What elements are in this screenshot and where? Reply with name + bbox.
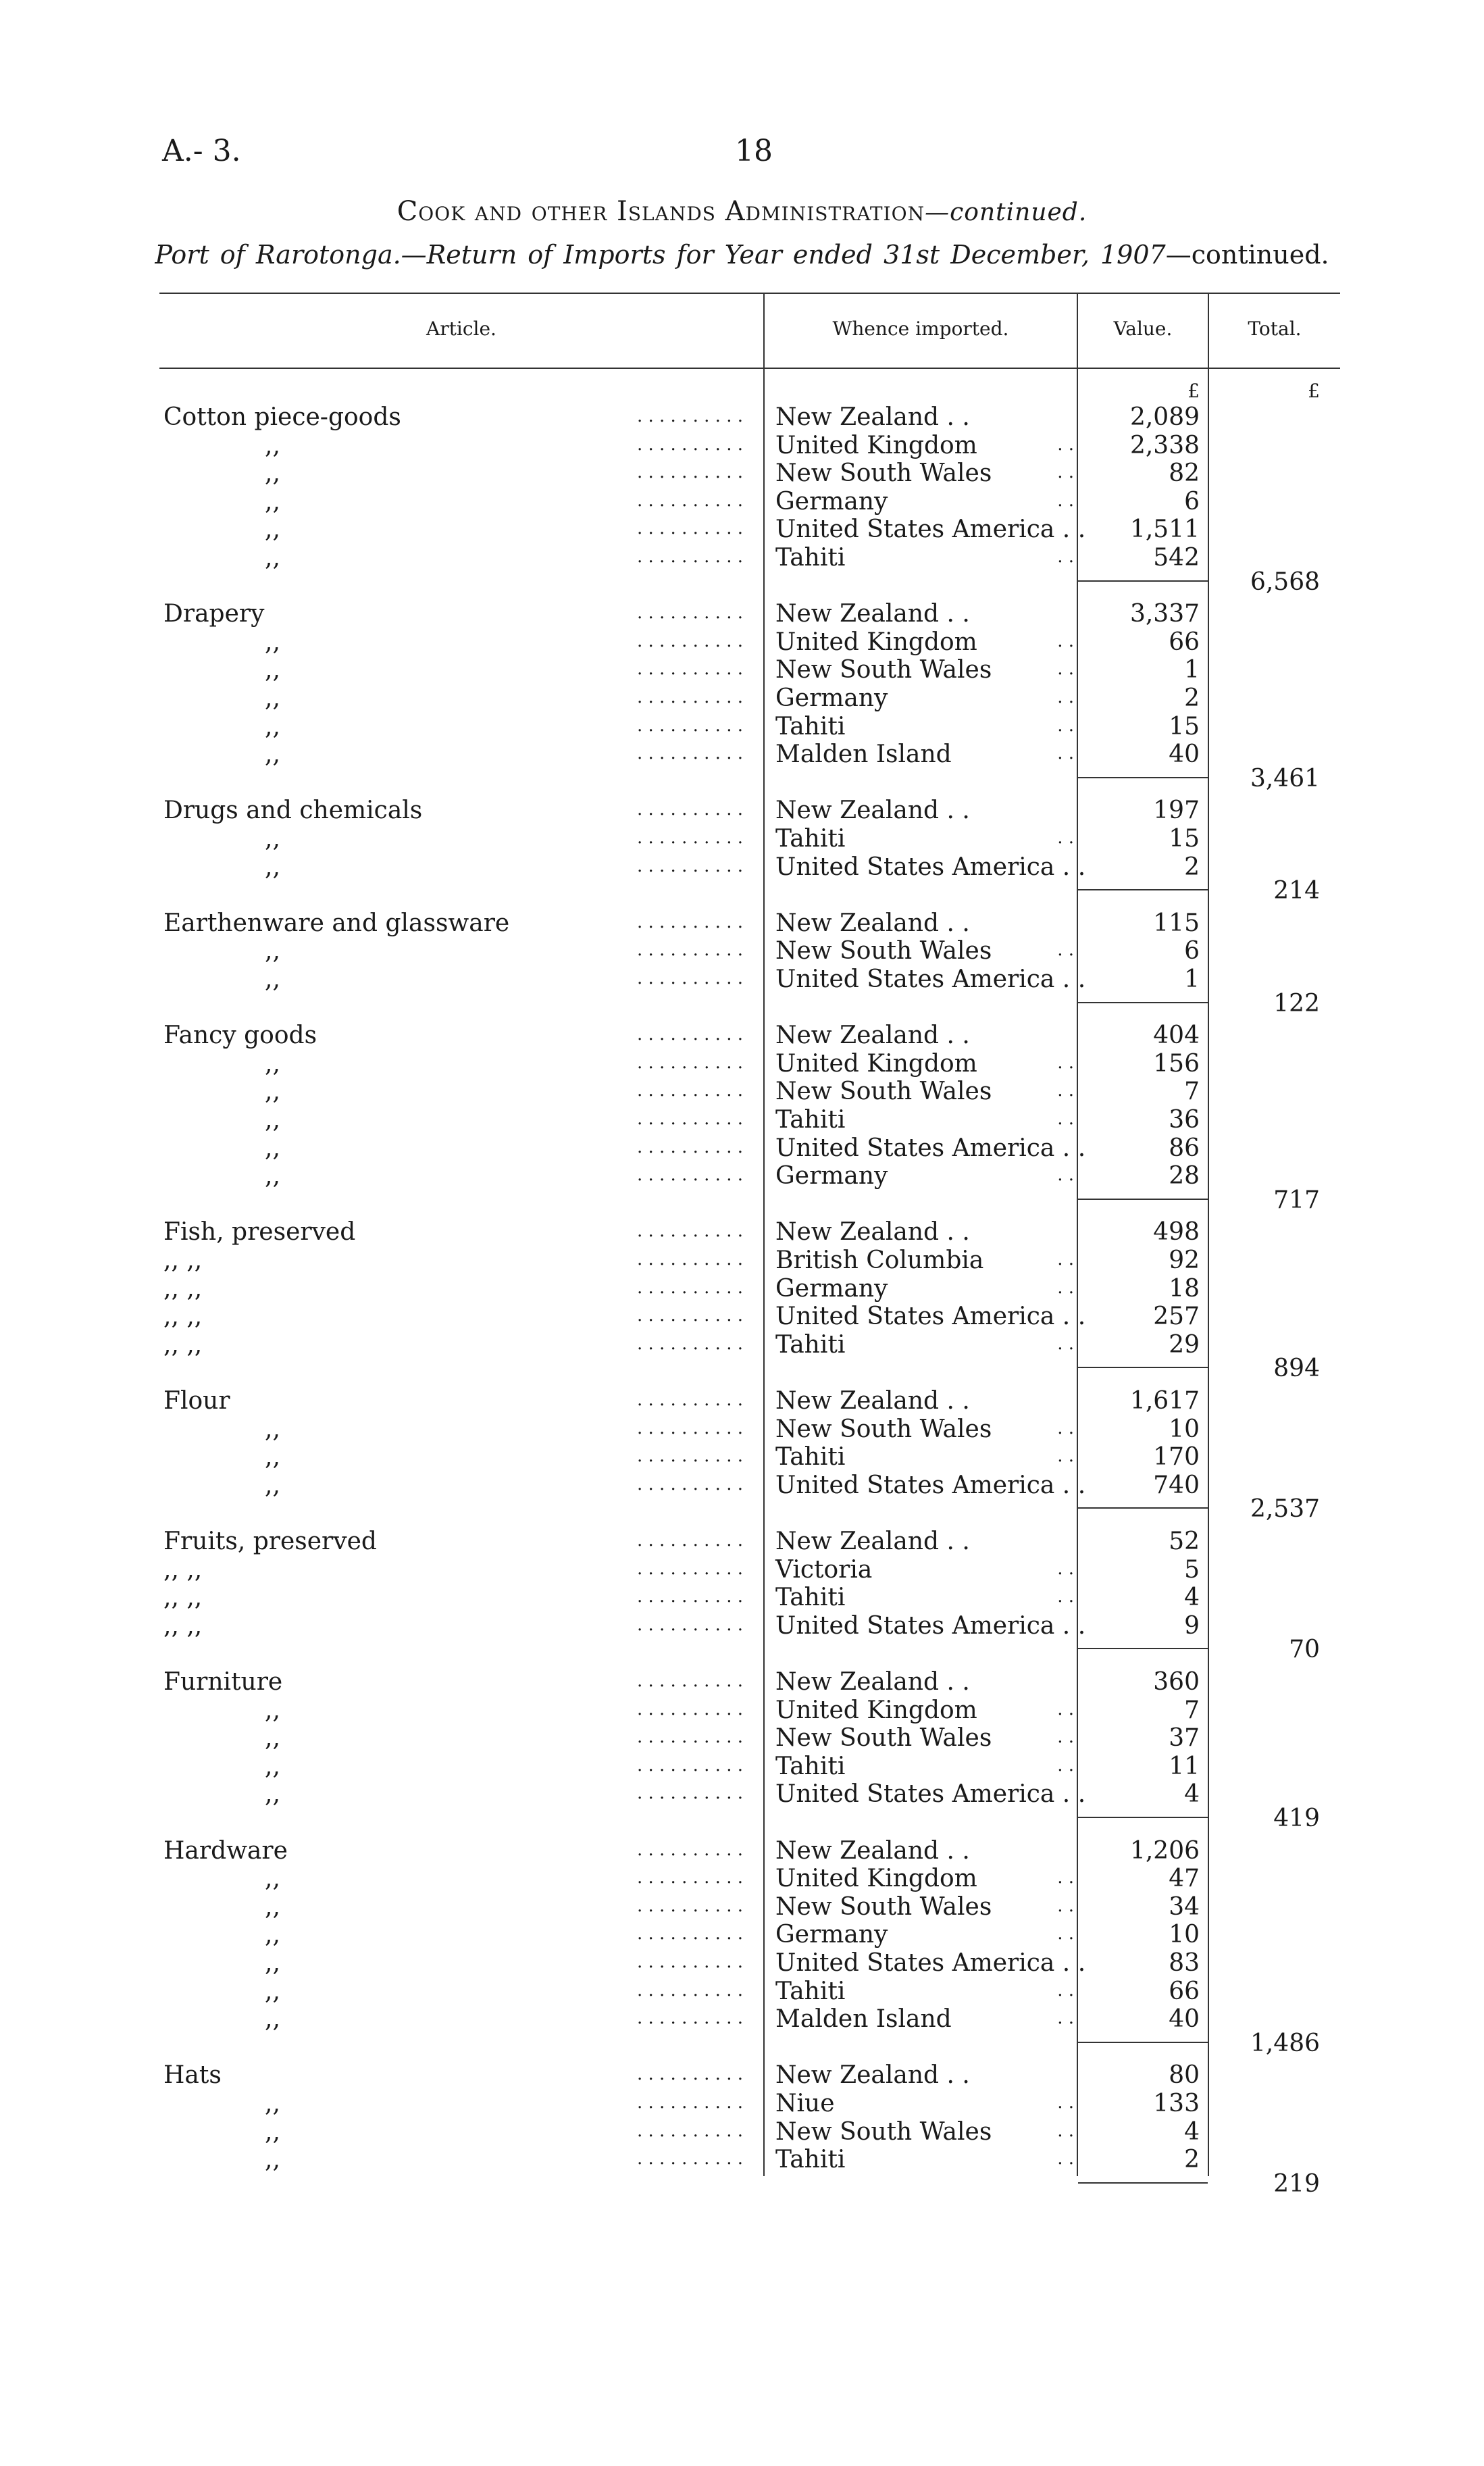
value-cell: 1,617 [1129,1387,1200,1415]
article-leader-dots: . . . . . . . . . . [636,1923,743,1944]
value-cell: 1,511 [1129,515,1200,544]
value-cell: 3,337 [1129,600,1200,628]
whence-leader-dots: . . [1057,1755,1074,1776]
article-leader-dots: . . . . . . . . . . [636,911,743,932]
whence-cell: New Zealand . . [775,1836,970,1865]
value-cell: 170 [1153,1443,1200,1471]
whence-cell: New South Wales [775,937,992,965]
article-cell: ,, ,, [163,1247,203,1274]
article-cell: ,, [265,1921,280,1949]
article-leader-dots: . . . . . . . . . . [636,715,743,736]
subtotal-rule [1078,889,1208,890]
article-cell: Fish, preserved [163,1218,356,1247]
whence-leader-dots: . . [1057,1417,1074,1438]
whence-leader-dots: . . [1057,2092,1074,2113]
whence-cell: United States America . . [775,1611,1086,1640]
whence-cell: Germany [775,684,888,712]
article-cell: ,, ,, [163,1584,203,1612]
article-cell: ,, [265,1106,280,1134]
whence-leader-dots: . . [1057,2148,1074,2169]
value-cell: 40 [1169,2005,1200,2034]
whence-cell: New Zealand . . [775,909,970,937]
whence-cell: United States America . . [775,1134,1086,1162]
value-cell: 10 [1169,1415,1200,1443]
whence-leader-dots: . . [1057,687,1074,707]
whence-cell: United Kingdom [775,1049,977,1078]
article-cell: ,, [265,459,280,488]
value-cell: 83 [1169,1949,1200,1977]
value-cell: 82 [1169,459,1200,488]
article-cell: ,, [265,2090,280,2117]
whence-leader-dots: . . [1057,1277,1074,1298]
whence-cell: United States America . . [775,515,1086,544]
value-cell: 66 [1169,628,1200,656]
whence-cell: New Zealand . . [775,797,970,825]
whence-leader-dots: . . [1057,434,1074,455]
article-cell: ,, [265,1078,280,1106]
article-leader-dots: . . . . . . . . . . [636,855,743,876]
value-cell: 7 [1184,1078,1200,1106]
value-cell: 6 [1184,937,1200,965]
article-leader-dots: . . . . . . . . . . [636,1249,743,1269]
whence-leader-dots: . . [1057,1446,1074,1467]
whence-cell: New South Wales [775,2117,992,2146]
title-text: Cook and other Islands Administration [396,196,925,227]
value-cell: 740 [1153,1471,1200,1499]
subtotal-rule [1078,1507,1208,1509]
article-cell: ,, [265,1977,280,2005]
article-leader-dots: . . . . . . . . . . [636,1446,743,1467]
value-cell: 4 [1184,1780,1200,1809]
article-leader-dots: . . . . . . . . . . [636,603,743,624]
value-cell: 34 [1169,1892,1200,1921]
article-cell: ,, ,, [163,1555,203,1584]
whence-cell: Tahiti [775,825,846,853]
table-top-rule [159,293,1340,294]
whence-cell: Victoria [775,1555,873,1584]
whence-cell: United States America . . [775,1780,1086,1809]
article-leader-dots: . . . . . . . . . . [636,687,743,707]
whence-cell: New Zealand . . [775,1528,970,1555]
article-cell: ,, [265,2146,280,2174]
whence-leader-dots: . . [1057,1558,1074,1579]
article-leader-dots: . . . . . . . . . . [636,1221,743,1242]
whence-cell: Tahiti [775,1584,846,1612]
article-leader-dots: . . . . . . . . . . [636,828,743,848]
article-leader-dots: . . . . . . . . . . [636,547,743,567]
article-leader-dots: . . . . . . . . . . [636,1727,743,1748]
whence-cell: New Zealand . . [775,1668,970,1696]
whence-leader-dots: . . [1057,2008,1074,2029]
article-cell: ,, [265,1892,280,1921]
subtotal-rule [1078,1002,1208,1003]
whence-cell: United States America . . [775,853,1086,881]
whence-leader-dots: . . [1057,715,1074,736]
article-leader-dots: . . . . . . . . . . [636,1277,743,1298]
article-leader-dots: . . . . . . . . . . [636,1052,743,1073]
header-total: Total. [1248,318,1302,340]
article-cell: Cotton piece-goods [163,403,401,431]
article-leader-dots: . . . . . . . . . . [636,434,743,455]
value-cell: 542 [1153,544,1200,572]
subtitle-text: Port of Rarotonga.—Return of Imports for Year ended 31st December, 1907 [155,240,1166,270]
article-cell: ,, [265,740,280,769]
value-cell: 1 [1184,965,1200,993]
value-cell: 15 [1169,712,1200,740]
article-leader-dots: . . . . . . . . . . [636,1839,743,1860]
article-leader-dots: . . . . . . . . . . [636,630,743,651]
whence-cell: New Zealand . . [775,1387,970,1415]
value-cell: 40 [1169,740,1200,769]
article-cell: Flour [163,1387,230,1415]
value-cell: 47 [1169,1865,1200,1893]
whence-cell: New South Wales [775,1415,992,1443]
whence-leader-dots: . . [1057,659,1074,680]
whence-cell: New Zealand . . [775,403,970,431]
whence-cell: Germany [775,1921,888,1949]
whence-cell: Tahiti [775,1106,846,1134]
article-cell: ,, [265,1724,280,1753]
article-cell: ,, [265,853,280,881]
whence-cell: New South Wales [775,1078,992,1106]
whence-cell: United Kingdom [775,431,977,459]
article-leader-dots: . . . . . . . . . . [636,462,743,483]
article-leader-dots: . . . . . . . . . . [636,1755,743,1776]
value-cell: 18 [1169,1274,1200,1303]
article-cell: ,, [265,2005,280,2034]
whence-cell: Tahiti [775,1330,846,1359]
whence-leader-dots: . . [1057,1333,1074,1354]
article-cell: ,, [265,656,280,684]
whence-leader-dots: . . [1057,743,1074,764]
title-continued: —continued. [925,199,1088,226]
article-leader-dots: . . . . . . . . . . [636,1671,743,1691]
article-cell: Fruits, preserved [163,1528,377,1555]
article-leader-dots: . . . . . . . . . . [636,1024,743,1045]
whence-cell: Tahiti [775,2146,846,2174]
article-cell: ,, [265,1162,280,1190]
article-cell: ,, ,, [163,1303,203,1331]
article-leader-dots: . . . . . . . . . . [636,1333,743,1354]
article-cell: Drapery [163,600,265,628]
whence-cell: Tahiti [775,1752,846,1780]
whence-leader-dots: . . [1057,940,1074,961]
article-cell: ,, [265,1415,280,1443]
value-cell: 9 [1184,1611,1200,1640]
article-leader-dots: . . . . . . . . . . [636,2148,743,2169]
value-cell: 2 [1184,2146,1200,2174]
whence-leader-dots: . . [1057,1867,1074,1888]
article-cell: ,, [265,712,280,740]
whence-cell: United Kingdom [775,1865,977,1893]
whence-cell: Tahiti [775,544,846,572]
subtotal-rule [1078,1367,1208,1368]
total-cell: 2,537 [1250,1495,1320,1524]
subtotal-rule [1078,1648,1208,1649]
article-cell: Furniture [163,1668,283,1696]
whence-leader-dots: . . [1057,490,1074,511]
article-cell: ,, [265,1780,280,1809]
total-cell: 1,486 [1250,2029,1320,2057]
article-cell: ,, [265,628,280,656]
value-cell: 11 [1169,1752,1200,1780]
whence-leader-dots: . . [1057,828,1074,848]
article-leader-dots: . . . . . . . . . . [636,2008,743,2029]
article-leader-dots: . . . . . . . . . . [636,1867,743,1888]
article-cell: ,, ,, [163,1330,203,1359]
whence-cell: United Kingdom [775,628,977,656]
value-cell: 498 [1153,1218,1200,1247]
article-cell: Hats [163,2061,222,2090]
article-leader-dots: . . . . . . . . . . [636,1474,743,1494]
value-cell: 2 [1184,853,1200,881]
value-cell: 115 [1153,909,1200,937]
value-cell: 92 [1169,1247,1200,1274]
article-leader-dots: . . . . . . . . . . [636,1558,743,1579]
article-leader-dots: . . . . . . . . . . [636,1586,743,1607]
article-leader-dots: . . . . . . . . . . [636,1165,743,1186]
article-cell: ,, [265,1949,280,1977]
whence-leader-dots: . . [1057,1080,1074,1101]
article-cell: ,, ,, [163,1611,203,1640]
whence-cell: Tahiti [775,1443,846,1471]
article-leader-dots: . . . . . . . . . . [636,968,743,988]
whence-leader-dots: . . [1057,1895,1074,1916]
article-leader-dots: . . . . . . . . . . [636,406,743,426]
whence-cell: United Kingdom [775,1696,977,1724]
whence-leader-dots: . . [1057,1698,1074,1719]
whence-leader-dots: . . [1057,1727,1074,1748]
article-leader-dots: . . . . . . . . . . [636,1698,743,1719]
value-cell: 5 [1184,1555,1200,1584]
subtotal-rule [1078,777,1208,778]
total-cell: 717 [1273,1186,1320,1214]
whence-leader-dots: . . [1057,1923,1074,1944]
total-cell: 3,461 [1250,764,1320,792]
whence-cell: New South Wales [775,656,992,684]
total-cell: 894 [1273,1355,1320,1383]
document-reference: A.- 3. [162,134,241,168]
whence-cell: Germany [775,1162,888,1190]
article-cell: Hardware [163,1836,288,1865]
article-cell: Drugs and chemicals [163,797,423,825]
article-cell: ,, [265,1865,280,1893]
header-value: Value. [1113,318,1173,340]
value-cell: 37 [1169,1724,1200,1753]
article-cell: Earthenware and glassware [163,909,510,937]
whence-cell: New Zealand . . [775,1218,970,1247]
value-cell: 404 [1153,1022,1200,1050]
whence-cell: Germany [775,487,888,515]
article-cell: ,, [265,487,280,515]
whence-cell: Malden Island [775,2005,952,2034]
whence-cell: New Zealand . . [775,2061,970,2090]
article-leader-dots: . . . . . . . . . . [636,1530,743,1551]
page-number: 18 [735,134,773,168]
total-cell: 6,568 [1250,568,1320,596]
whence-leader-dots: . . [1057,1165,1074,1186]
value-cell: 15 [1169,825,1200,853]
whence-leader-dots: . . [1057,1980,1074,2001]
value-cell: 36 [1169,1106,1200,1134]
article-leader-dots: . . . . . . . . . . [636,1980,743,2001]
whence-cell: Tahiti [775,1977,846,2005]
article-leader-dots: . . . . . . . . . . [636,1952,743,1972]
article-leader-dots: . . . . . . . . . . [636,1614,743,1635]
value-cell: 133 [1153,2090,1200,2117]
article-leader-dots: . . . . . . . . . . [636,2092,743,2113]
article-cell: ,, [265,825,280,853]
article-leader-dots: . . . . . . . . . . [636,799,743,820]
article-leader-dots: . . . . . . . . . . [636,1080,743,1101]
whence-cell: British Columbia [775,1247,984,1274]
value-cell: 2,338 [1129,431,1200,459]
article-leader-dots: . . . . . . . . . . [636,1390,743,1410]
total-cell: 122 [1273,989,1320,1017]
article-cell: ,, [265,1049,280,1078]
whence-cell: United States America . . [775,1303,1086,1331]
article-cell: ,, [265,1443,280,1471]
article-leader-dots: . . . . . . . . . . [636,743,743,764]
whence-cell: Germany [775,1274,888,1303]
whence-leader-dots: . . [1057,1052,1074,1073]
whence-cell: New South Wales [775,1724,992,1753]
value-cell: 1,206 [1129,1836,1200,1865]
article-cell: ,, [265,515,280,544]
whence-cell: Tahiti [775,712,846,740]
column-rule-whence [763,293,765,2176]
value-cell: 28 [1169,1162,1200,1190]
article-cell: ,, ,, [163,1274,203,1303]
value-cell: 80 [1169,2061,1200,2090]
article-leader-dots: . . . . . . . . . . [636,1305,743,1326]
header-bottom-rule [159,368,1340,369]
subtotal-rule [1078,580,1208,582]
article-leader-dots: . . . . . . . . . . [636,1136,743,1157]
total-cell: 219 [1273,2169,1320,2198]
value-currency-symbol: £ [1187,380,1200,402]
whence-leader-dots: . . [1057,547,1074,567]
whence-cell: New South Wales [775,459,992,488]
whence-leader-dots: . . [1057,462,1074,483]
value-cell: 29 [1169,1330,1200,1359]
whence-leader-dots: . . [1057,2120,1074,2141]
subtotal-rule [1078,2182,1208,2184]
whence-cell: United States America . . [775,965,1086,993]
article-cell: ,, [265,1696,280,1724]
value-cell: 156 [1153,1049,1200,1078]
article-cell: ,, [265,431,280,459]
whence-cell: New Zealand . . [775,1022,970,1050]
total-cell: 214 [1273,877,1320,905]
article-cell: ,, [265,684,280,712]
total-cell: 70 [1289,1636,1320,1664]
value-cell: 86 [1169,1134,1200,1162]
value-cell: 6 [1184,487,1200,515]
value-cell: 2,089 [1129,403,1200,431]
value-cell: 52 [1169,1528,1200,1555]
article-leader-dots: . . . . . . . . . . [636,2064,743,2085]
value-cell: 66 [1169,1977,1200,2005]
value-cell: 10 [1169,1921,1200,1949]
value-cell: 4 [1184,1584,1200,1612]
article-leader-dots: . . . . . . . . . . [636,659,743,680]
value-cell: 257 [1153,1303,1200,1331]
article-leader-dots: . . . . . . . . . . [636,2120,743,2141]
article-cell: ,, [265,1134,280,1162]
article-cell: ,, [265,2117,280,2146]
whence-cell: United States America . . [775,1471,1086,1499]
whence-leader-dots: . . [1057,1586,1074,1607]
article-leader-dots: . . . . . . . . . . [636,518,743,539]
whence-cell: Niue [775,2090,835,2117]
article-leader-dots: . . . . . . . . . . [636,940,743,961]
article-cell: ,, [265,1752,280,1780]
subtitle-continued: —continued. [1165,240,1329,270]
value-cell: 2 [1184,684,1200,712]
total-currency-symbol: £ [1308,380,1320,402]
page-subtitle [0,240,1484,270]
whence-cell: Malden Island [775,740,952,769]
whence-leader-dots: . . [1057,1249,1074,1269]
value-cell: 4 [1184,2117,1200,2146]
whence-cell: New Zealand . . [775,600,970,628]
total-cell: 419 [1273,1805,1320,1832]
article-leader-dots: . . . . . . . . . . [636,1417,743,1438]
header-whence: Whence imported. [832,318,1009,340]
subtotal-rule [1078,2042,1208,2043]
page-title [0,196,1484,227]
whence-leader-dots: . . [1057,630,1074,651]
whence-leader-dots: . . [1057,1109,1074,1129]
header-article: Article. [426,318,496,340]
subtotal-rule [1078,1817,1208,1818]
article-cell: ,, [265,937,280,965]
article-cell: ,, [265,965,280,993]
article-leader-dots: . . . . . . . . . . [636,1783,743,1804]
article-leader-dots: . . . . . . . . . . [636,1109,743,1129]
value-cell: 197 [1153,797,1200,825]
whence-cell: United States America . . [775,1949,1086,1977]
article-cell: ,, [265,1471,280,1499]
article-leader-dots: . . . . . . . . . . [636,490,743,511]
value-cell: 360 [1153,1668,1200,1696]
article-cell: Fancy goods [163,1022,317,1050]
value-cell: 1 [1184,656,1200,684]
article-leader-dots: . . . . . . . . . . [636,1895,743,1916]
whence-cell: New South Wales [775,1892,992,1921]
article-cell: ,, [265,544,280,572]
subtotal-rule [1078,1199,1208,1200]
value-cell: 7 [1184,1696,1200,1724]
